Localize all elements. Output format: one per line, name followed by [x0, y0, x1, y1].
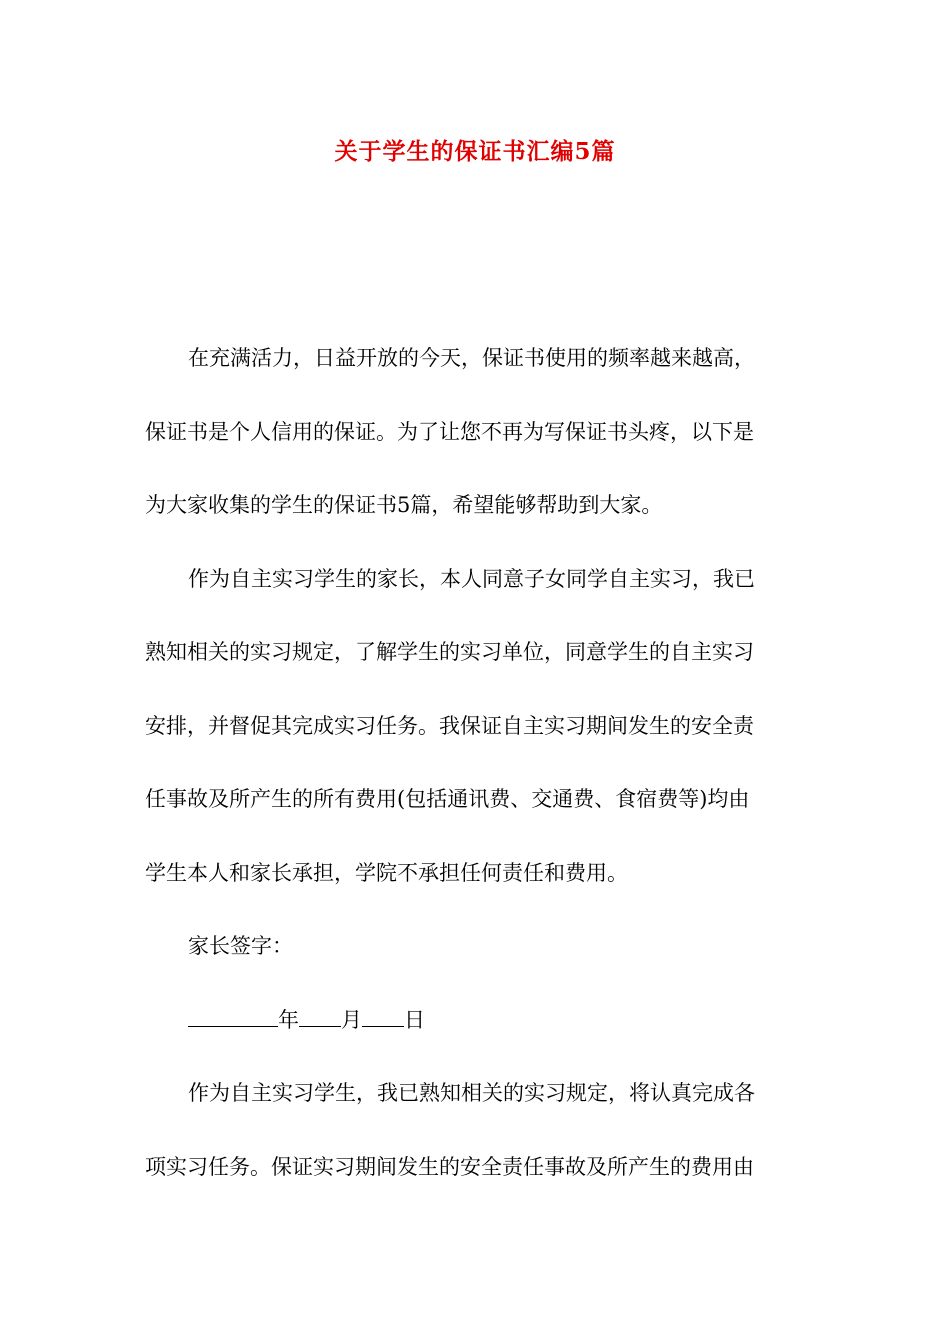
text-line: 任事故及所产生的所有费用(包括通讯费、交通费、食宿费等)均由	[145, 787, 750, 811]
date-fields	[145, 984, 805, 1058]
text-line: 学生本人和家长承担，学院不承担任何责任和费用。	[145, 860, 628, 885]
parent-pledge-paragraph	[145, 543, 805, 911]
text-line: 安排，并督促其完成实习任务。我保证自主实习期间发生的安全责	[145, 713, 754, 738]
text-line: 为大家收集的学生的保证书5篇，希望能够帮助到大家。	[145, 493, 663, 517]
text-line: 项实习任务。保证实习期间发生的安全责任事故及所产生的费用由	[145, 1154, 754, 1179]
document-title: 关于学生的保证书汇编5篇	[334, 138, 616, 165]
parent-signature-label	[145, 910, 805, 984]
student-pledge-paragraph	[145, 1057, 805, 1204]
text-line: 熟知相关的实习规定，了解学生的实习单位，同意学生的自主实习	[145, 640, 754, 664]
month-label: 月	[341, 1007, 362, 1032]
text-line: 作为自主实习学生的家长，本人同意子女同学自主实习，我已	[188, 566, 755, 591]
date-line	[145, 984, 805, 1058]
year-label: 年	[278, 1007, 299, 1032]
text-line: 在充满活力，日益开放的今天，保证书使用的频率越来越高，	[188, 346, 755, 370]
text-line: 家长签字：	[188, 934, 293, 958]
text-line: 保证书是个人信用的保证。为了让您不再为写保证书头疼，以下是	[145, 419, 754, 444]
document-body	[145, 322, 805, 1204]
year-blank	[188, 1004, 278, 1027]
text-line: 作为自主实习学生，我已熟知相关的实习规定，将认真完成各	[188, 1081, 755, 1105]
month-blank	[299, 1004, 341, 1027]
intro-paragraph	[145, 322, 805, 543]
day-blank	[362, 1004, 404, 1027]
day-label: 日	[404, 1007, 425, 1032]
